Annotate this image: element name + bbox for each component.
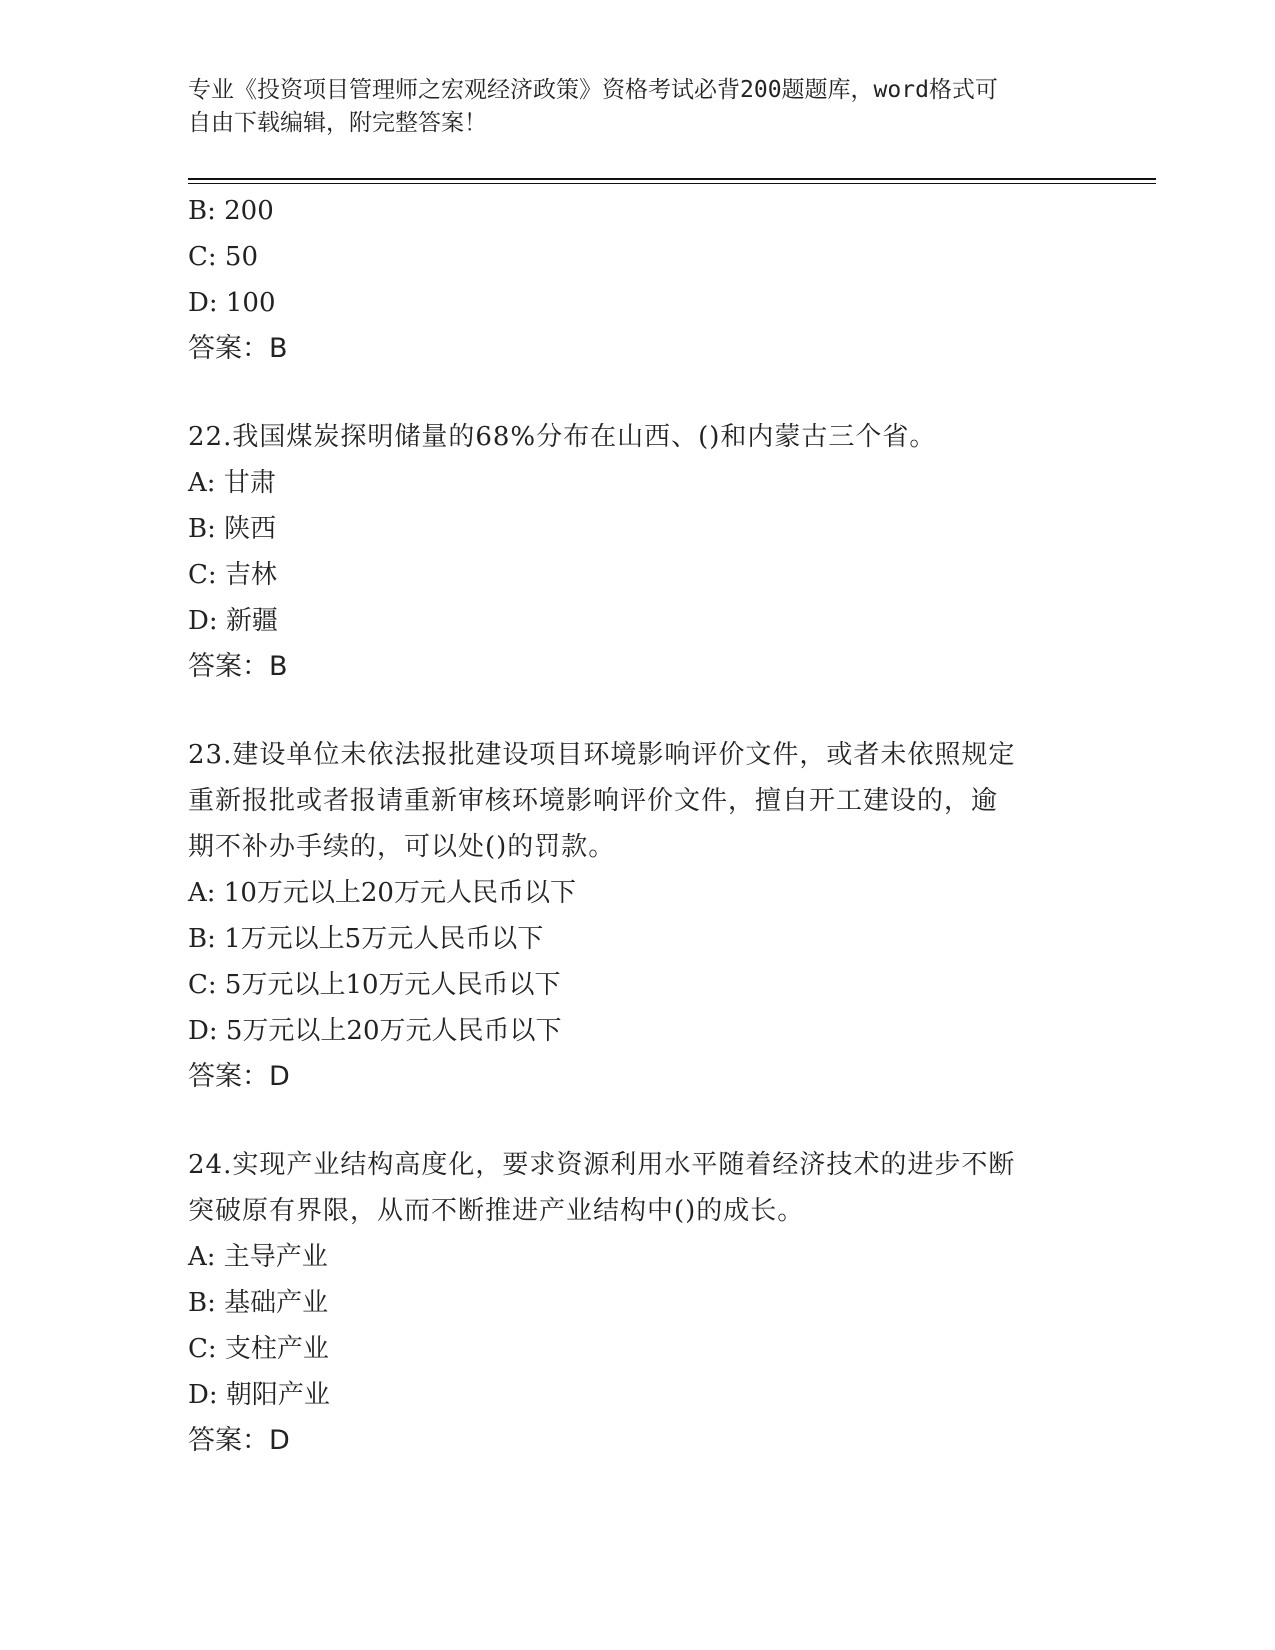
question-stem-line-3: 期不补办手续的，可以处()的罚款。	[188, 832, 616, 862]
option-a: A: 主导产业	[188, 1242, 328, 1272]
question-stem-line-1: 24.实现产业结构高度化，要求资源利用水平随着经济技术的进步不断	[188, 1150, 1016, 1180]
option-c: C: 5万元以上10万元人民币以下	[188, 970, 561, 1000]
option-a: A: 甘肃	[188, 468, 276, 498]
question-stem: 22.我国煤炭探明储量的68%分布在山西、()和内蒙古三个省。	[188, 422, 937, 452]
option-d: D: 100	[188, 288, 276, 318]
answer-label: 答案：B	[188, 333, 288, 364]
header-rule-thin	[188, 183, 1156, 184]
spacer	[188, 372, 1088, 414]
option-d: D: 新疆	[188, 606, 278, 636]
option-b: B: 1万元以上5万元人民币以下	[188, 924, 544, 954]
answer-label: 答案：B	[188, 651, 288, 682]
question-23	[188, 732, 1088, 1100]
option-c: C: 支柱产业	[188, 1334, 329, 1364]
answer-label: 答案：D	[188, 1425, 290, 1456]
option-c: C: 50	[188, 242, 259, 272]
option-a: A: 10万元以上20万元人民币以下	[188, 878, 576, 908]
question-22	[188, 414, 1088, 690]
spacer	[188, 690, 1088, 732]
question-21	[188, 188, 1088, 372]
question-stem-line-1: 23.建设单位未依法报批建设项目环境影响评价文件，或者未依照规定	[188, 740, 1016, 770]
option-b: B: 200	[188, 196, 274, 226]
header-line-2: 自由下载编辑，附完整答案！	[188, 110, 487, 136]
option-b: B: 陕西	[188, 514, 277, 544]
question-stem-line-2: 突破原有界限，从而不断推进产业结构中()的成长。	[188, 1196, 805, 1226]
header-rule-thick	[188, 178, 1156, 180]
option-c: C: 吉林	[188, 560, 277, 590]
question-24	[188, 1142, 1088, 1464]
option-b: B: 基础产业	[188, 1288, 329, 1318]
question-stem-line-2: 重新报批或者报请重新审核环境影响评价文件，擅自开工建设的，逾	[188, 786, 999, 816]
header-line-1: 专业《投资项目管理师之宏观经济政策》资格考试必背200题题库，word格式可	[188, 77, 998, 103]
spacer	[188, 1100, 1088, 1142]
option-d: D: 朝阳产业	[188, 1380, 330, 1410]
document-header	[188, 74, 1068, 140]
option-d: D: 5万元以上20万元人民币以下	[188, 1016, 562, 1046]
question-list	[188, 188, 1088, 1464]
answer-label: 答案：D	[188, 1061, 290, 1092]
